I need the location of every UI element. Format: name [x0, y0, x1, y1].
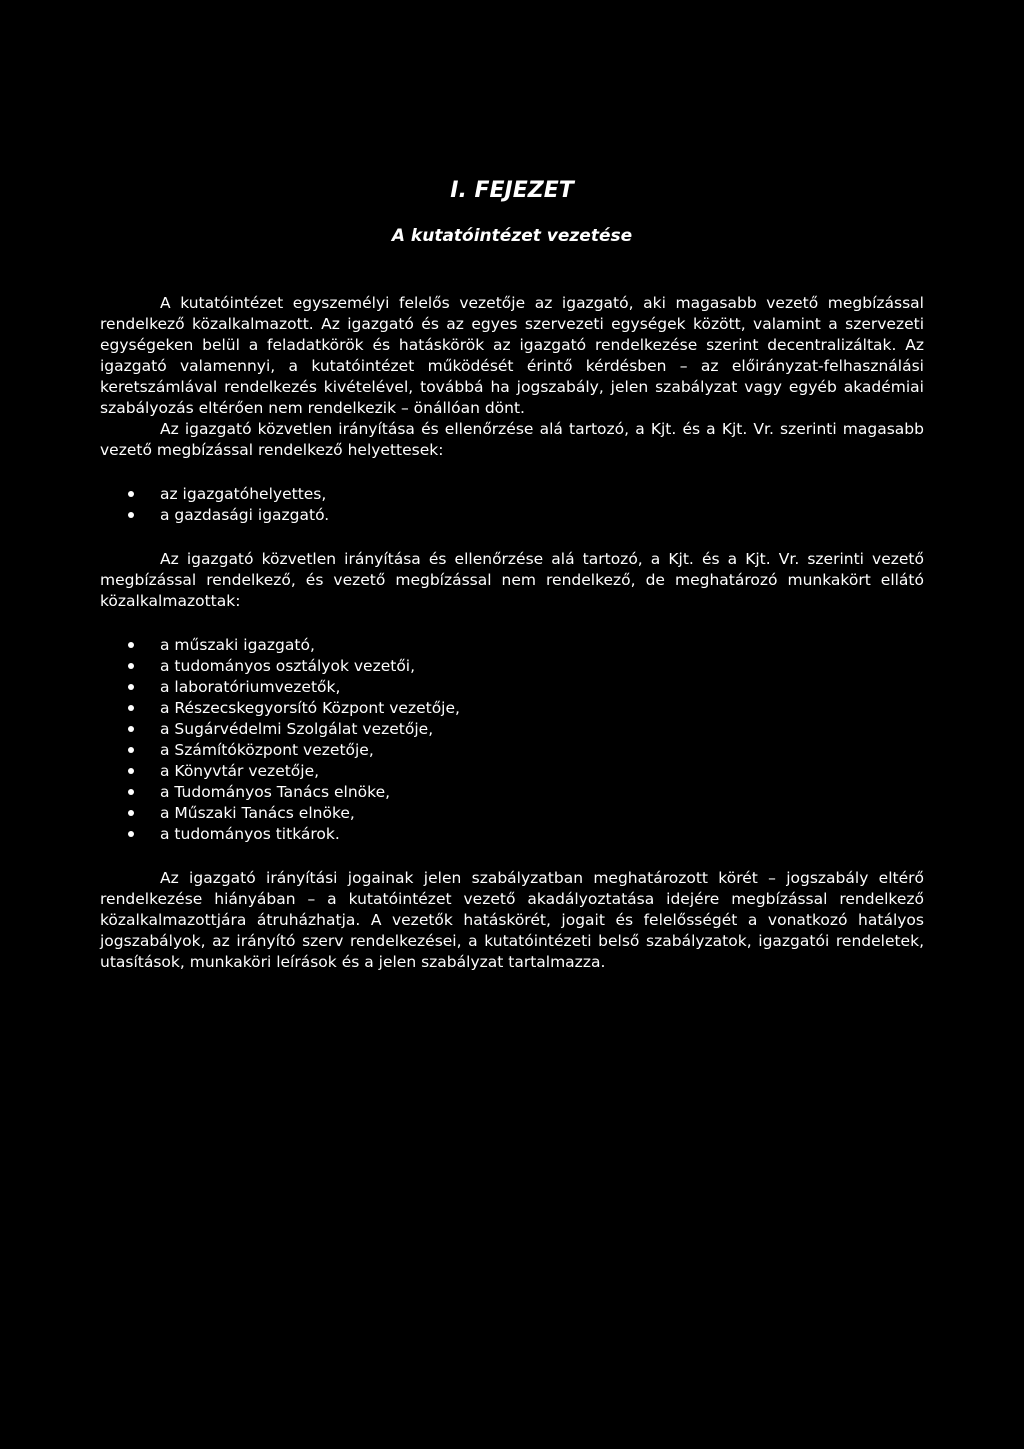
- list-item-text: a Műszaki Tanács elnöke,: [160, 804, 355, 822]
- list-item: [128, 656, 924, 677]
- list-item-text: a Könyvtár vezetője,: [160, 762, 320, 780]
- deputies-list: [100, 484, 924, 526]
- bullet-icon: [128, 512, 134, 518]
- bullet-icon: [128, 789, 134, 795]
- list-item-text: a laboratóriumvezetők,: [160, 678, 341, 696]
- paragraph-deputies-intro: Az igazgató közvetlen irányítása és ellenőrzése alá tartozó, a Kjt. és a Kjt. Vr. szerinti magasabb vezető megbízással rendelkező helyettesek:: [100, 420, 924, 459]
- list-item-text: a Számítóközpont vezetője,: [160, 741, 374, 759]
- bullet-icon: [128, 663, 134, 669]
- list-item: [128, 782, 924, 803]
- list-item: [128, 635, 924, 656]
- list-item-text: a Részecskegyorsító Központ vezetője,: [160, 699, 460, 717]
- chapter-subtitle: A kutatóintézet vezetése: [391, 226, 633, 246]
- bullet-icon: [128, 491, 134, 497]
- bullet-icon: [128, 831, 134, 837]
- paragraph-director-role: A kutatóintézet egyszemélyi felelős vezetője az igazgató, aki magasabb vezető megbízással rendelkező közalkalmazott. Az igazgató és az egyes szervezeti egységek között, valamint a szervezeti egységeken belül a feladatkörök és hatáskörök az igazgató rendelkezése szerint decentralizáltak. Az igazgató valamennyi, a kutatóintézet működését érintő kérdésben – az előirányzat-felhasználási keretszámlával rendelkezés kivételével, továbbá ha jogszabály, jelen szabályzat vagy egyéb akadémiai szabályozás eltérően nem rendelkezik – önállóan dönt.: [100, 294, 924, 417]
- document-body: [100, 293, 924, 973]
- spacer: [100, 526, 924, 549]
- bullet-icon: [128, 768, 134, 774]
- list-item: [128, 740, 924, 761]
- list-item: [128, 505, 924, 526]
- bullet-icon: [128, 810, 134, 816]
- chapter-title: I. FEJEZET: [450, 178, 574, 203]
- paragraph-delegation: Az igazgató irányítási jogainak jelen szabályzatban meghatározott körét – jogszabály eltérő rendelkezése hiányában – a kutatóintézet vezető akadályoztatása idejére megbízással rendelkező közalkalmazottjára átruházhatja. A vezetők hatáskörét, jogait és felelősségét a vonatkozó hatályos jogszabályok, az irányító szerv rendelkezései, a kutatóintézeti belső szabályzatok, igazgatói rendeletek, utasítások, munkaköri leírások és a jelen szabályzat tartalmazza.: [100, 869, 924, 971]
- list-item-text: a műszaki igazgató,: [160, 636, 315, 654]
- list-item: [128, 698, 924, 719]
- list-item-text: az igazgatóhelyettes,: [160, 485, 327, 503]
- list-item-text: a tudományos titkárok.: [160, 825, 340, 843]
- list-item-text: a gazdasági igazgató.: [160, 506, 330, 524]
- bullet-icon: [128, 642, 134, 648]
- spacer: [100, 845, 924, 868]
- list-item: [128, 677, 924, 698]
- paragraph-managers-intro: Az igazgató közvetlen irányítása és ellenőrzése alá tartozó, a Kjt. és a Kjt. Vr. szerinti vezető megbízással rendelkező, és vezető megbízással nem rendelkező, de meghatározó munkakört ellátó közalkalmazottak:: [100, 550, 924, 610]
- list-item-text: a tudományos osztályok vezetői,: [160, 657, 416, 675]
- list-item-text: a Tudományos Tanács elnöke,: [160, 783, 391, 801]
- bullet-icon: [128, 747, 134, 753]
- list-item: [128, 719, 924, 740]
- bullet-icon: [128, 726, 134, 732]
- list-item: [128, 803, 924, 824]
- bullet-icon: [128, 684, 134, 690]
- list-item: [128, 484, 924, 505]
- list-item-text: a Sugárvédelmi Szolgálat vezetője,: [160, 720, 434, 738]
- list-item: [128, 761, 924, 782]
- list-item: [128, 824, 924, 845]
- spacer: [100, 612, 924, 635]
- managers-list: [100, 635, 924, 845]
- spacer: [100, 461, 924, 484]
- bullet-icon: [128, 705, 134, 711]
